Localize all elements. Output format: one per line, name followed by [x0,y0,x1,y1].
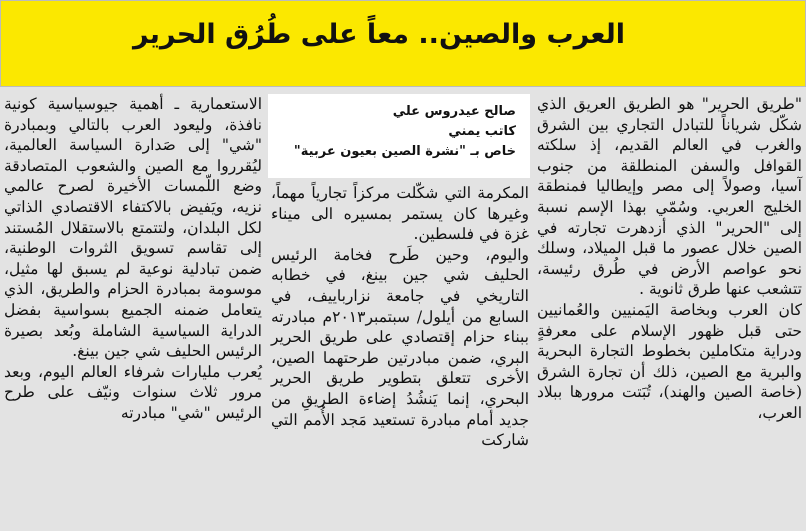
author-box [268,94,530,178]
author-source: خاص بـ "نشرة الصين بعيون عربية" [293,144,516,159]
paragraph: يُعرب مليارات شرفاء العالم اليوم، وبعد مرور ثلاث سنوات ونيّف على طرح الرئيس "شي" مبادرته [4,362,262,422]
article-title: العرب والصين.. معاً على طُرُق الحرير [133,19,625,50]
paragraph: "طريق الحرير" هو الطريق العريق الذي شكّل شرياناً للتبادل التجاري بين الشرق والغرب في العالم القديم، إذ سلكته القوافل والسفن المنطلقة من جنوب آسيا، وصولاً إلى مصر وإيطاليا فمنطقة الخليج العربي. وسُمّي بهذا الإسم نسبة إلى "الحرير" الذي أزدهرت تجارته في الصين خلال عصور ما قبل الميلاد، وسلك نحو عواصم الأرض في طُرق رئيسة، تتشعب عنها طرق ثانوية . [537,95,802,299]
paragraph: كان العرب وبخاصة اليَمنيين والعُمانيين حتى قبل ظهور الإسلام على معرفةٍ ودراية متكاملين بخطوط التجارة البحرية والبرية مع الصين، ذلك أن تجارة الشرق (خاصة الصين والهند)، تُبَتت مرورها ببلاد العرب، [537,300,802,422]
author-role: كاتب يمني [448,124,516,139]
article-column-left [4,94,262,424]
article-column-right [537,94,802,424]
paragraph: المكرمة التي شكّلت مركزاً تجارياً مهماً، وغيرها كان يستمر بمسيره الى ميناء غزة في فلسطين. [271,184,529,244]
paragraph: واليوم، وحين طَرح فخامة الرئيس الحليف شي جين بينغ، في خطابه التاريخي في جامعة نزارباييف، في السابع من أيلول/ سبتمبر٢٠١٣م مبادرته ببناء حزام إقتصادي على طريق الحرير البري، ضمن مبادرتين طرحتهما الصين، الأخرى تتعلق بتطوير طريق الحرير البحري، إنما يَنشُدُ إضاءة الطريقِ من جديد أمام مبادرة تستعيد مَجد الأُمم التي شاركت [271,245,529,450]
title-banner [0,0,806,87]
author-name: صالح عيدروس علي [392,104,516,119]
paragraph: الاستعمارية ـ أهمية جيوسياسية كونية نافذة، وليعود العرب بالتالي وبمبادرة "شي" إلى صَدارة السياسة العالمية، ليُقرروا مع الصين والشعوب المتصادقة وضع اللّمسات الأخيرة لصرح عالمي نزيه، ويَفيض بالاكتفاء الاقتصادي الذاتي لكل البلدان، ولتتمتع بالاستقلال المُستند إلى تقاسم تسويق الثروات الوطنية، ضمن تبادلية نوعية لم يسبق لها مثيل، موسومة بمبادرة الحزام والطريق، الذي يتعامل ضمنه الجميع بسواسية بفضل الدراية السياسية الشاملة وبُعد بصيرة الرئيس الحليف شي جين بينغ. [4,95,262,361]
article-column-middle [271,183,529,451]
